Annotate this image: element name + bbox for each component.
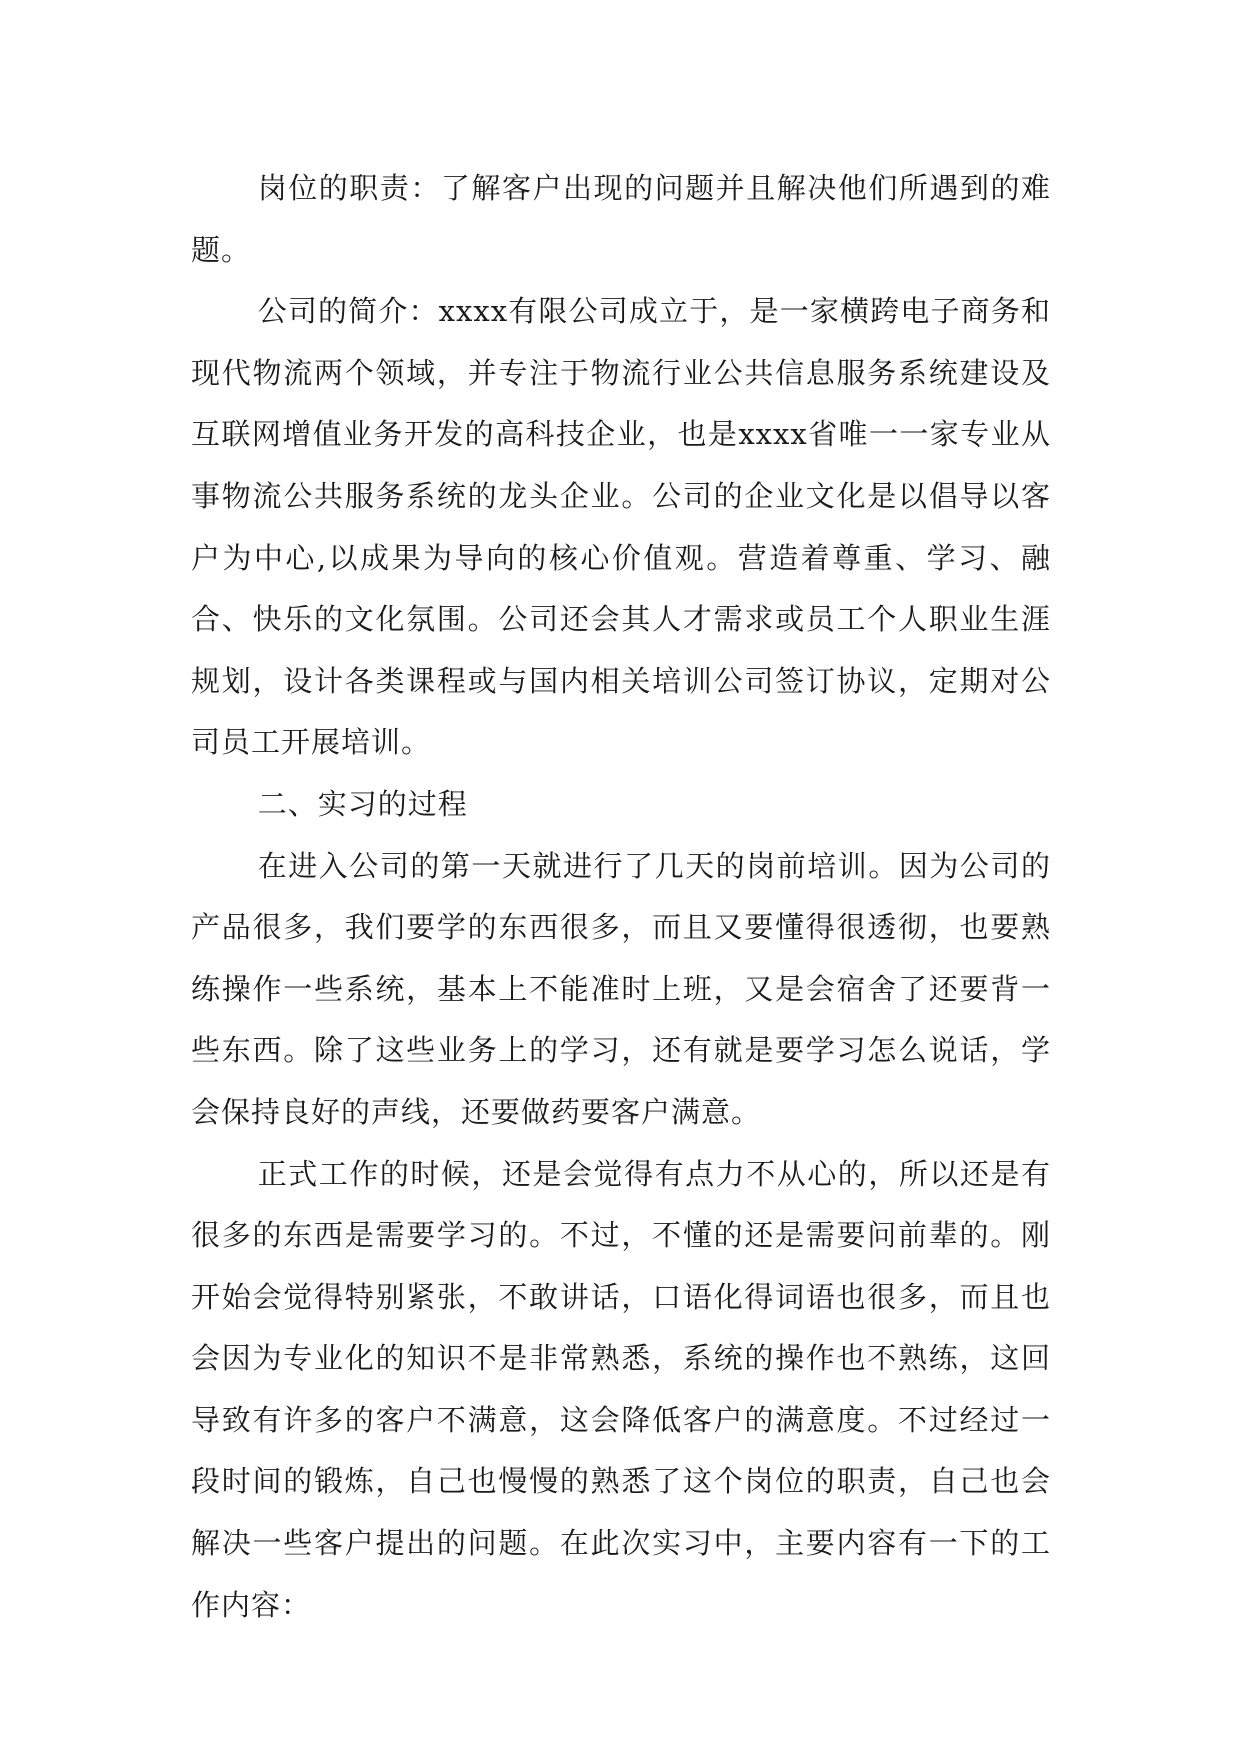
- paragraph-training: 在进入公司的第一天就进行了几天的岗前培训。因为公司的产品很多，我们要学的东西很多，而且又要懂得很透彻，也要熟练操作一些系统，基本上不能准时上班，又是会宿舍了还要背一些东西。除了这些业务上的学习，还有就是要学习怎么说话，学会保持良好的声线，还要做药要客户满意。: [191, 848, 1051, 1129]
- section-heading-internship-process: 二、实习的过程: [257, 786, 468, 821]
- document-body: [191, 158, 1051, 1636]
- paragraph-formal-work: 正式工作的时候，还是会觉得有点力不从心的，所以还是有很多的东西是需要学习的。不过，不懂的还是需要问前辈的。刚开始会觉得特别紧张，不敢讲话，口语化得词语也很多，而且也会因为专业化的知识不是非常熟悉，系统的操作也不熟练，这回导致有许多的客户不满意，这会降低客户的满意度。不过经过一段时间的锻炼，自己也慢慢的熟悉了这个岗位的职责，自己也会解决一些客户提出的问题。在此次实习中，主要内容有一下的工作内容：: [191, 1156, 1051, 1622]
- paragraph-company-intro: 公司的简介：xxxx有限公司成立于，是一家横跨电子商务和现代物流两个领域，并专注于物流行业公共信息服务系统建设及互联网增值业务开发的高科技企业，也是xxxx省唯一一家专业从事物流公共服务系统的龙头企业。公司的企业文化是以倡导以客户为中心,以成果为导向的核心价值观。营造着尊重、学习、融合、快乐的文化氛围。公司还会其人才需求或员工个人职业生涯规划，设计各类课程或与国内相关培训公司签订协议，定期对公司员工开展培训。: [191, 294, 1051, 760]
- paragraph-job-duty: 岗位的职责：了解客户出现的问题并且解决他们所遇到的难题。: [191, 171, 1051, 267]
